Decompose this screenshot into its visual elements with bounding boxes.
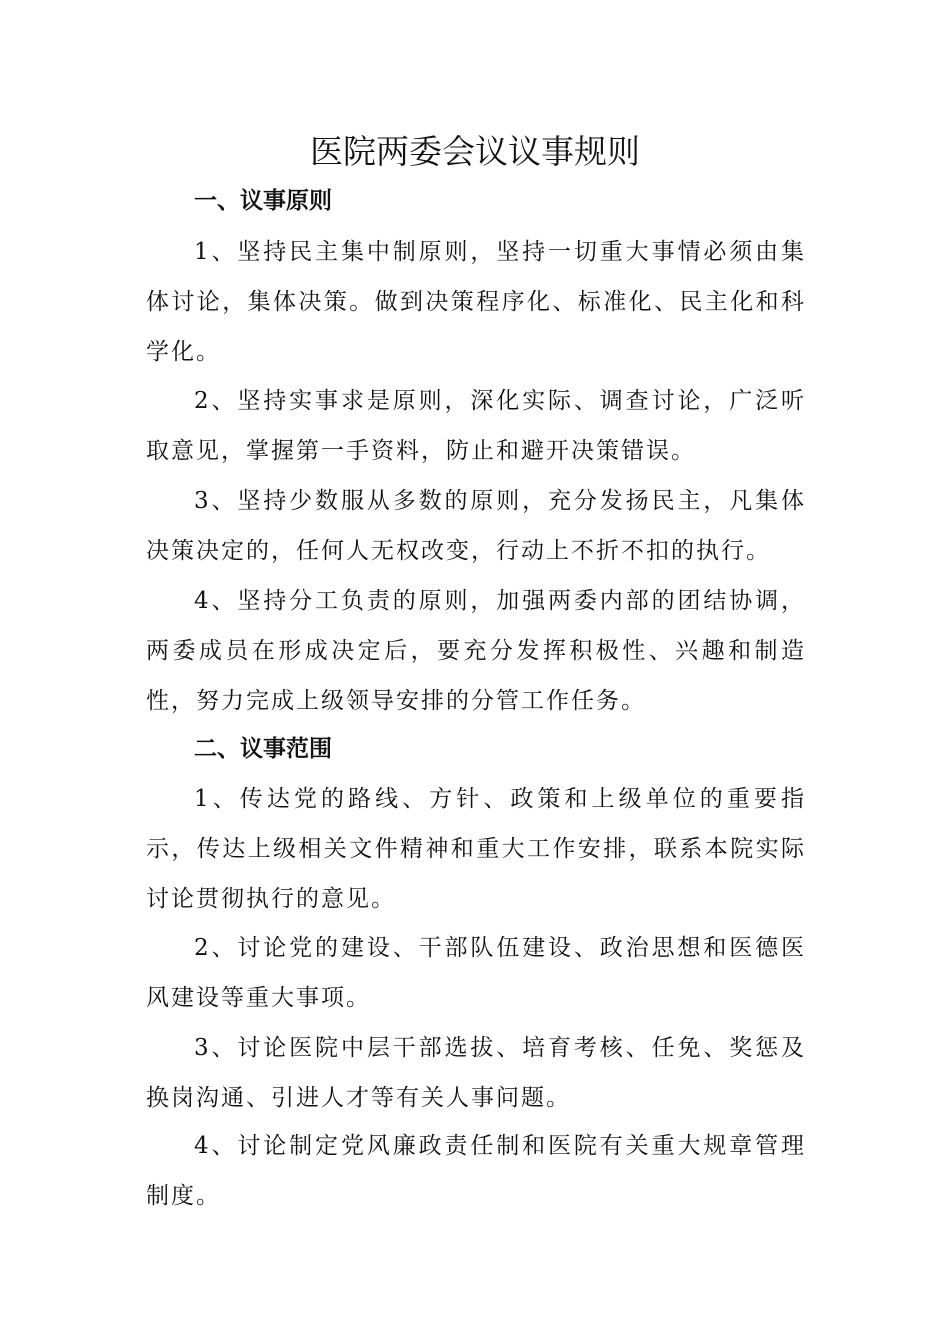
scope-paragraph-3: 3、讨论医院中层干部选拔、培育考核、任免、奖惩及换岗沟通、引进人才等有关人事问题。 — [146, 1035, 806, 1111]
principle-paragraph-1: 1、坚持民主集中制原则，坚持一切重大事情必须由集体讨论，集体决策。做到决策程序化、标准化、民主化和科学化。 — [146, 239, 806, 365]
principle-paragraph-4: 4、坚持分工负责的原则，加强两委内部的团结协调，两委成员在形成决定后，要充分发挥积极性、兴趣和制造性，努力完成上级领导安排的分管工作任务。 — [146, 588, 806, 714]
section-heading-scope: 二、议事范围 — [194, 736, 332, 762]
principle-paragraph-2: 2、坚持实事求是原则，深化实际、调查讨论，广泛听取意见，掌握第一手资料，防止和避开决策错误。 — [146, 388, 806, 464]
section-heading-principles: 一、议事原则 — [194, 188, 332, 214]
scope-paragraph-2: 2、讨论党的建设、干部队伍建设、政治思想和医德医风建设等重大事项。 — [146, 935, 806, 1011]
document-title: 医院两委会议议事规则 — [310, 132, 640, 171]
principle-paragraph-3: 3、坚持少数服从多数的原则，充分发扬民主，凡集体决策决定的，任何人无权改变，行动上不折不扣的执行。 — [146, 488, 806, 564]
scope-paragraph-1: 1、传达党的路线、方针、政策和上级单位的重要指示，传达上级相关文件精神和重大工作安排，联系本院实际讨论贯彻执行的意见。 — [146, 786, 806, 912]
scope-paragraph-4: 4、讨论制定党风廉政责任制和医院有关重大规章管理制度。 — [146, 1133, 806, 1209]
